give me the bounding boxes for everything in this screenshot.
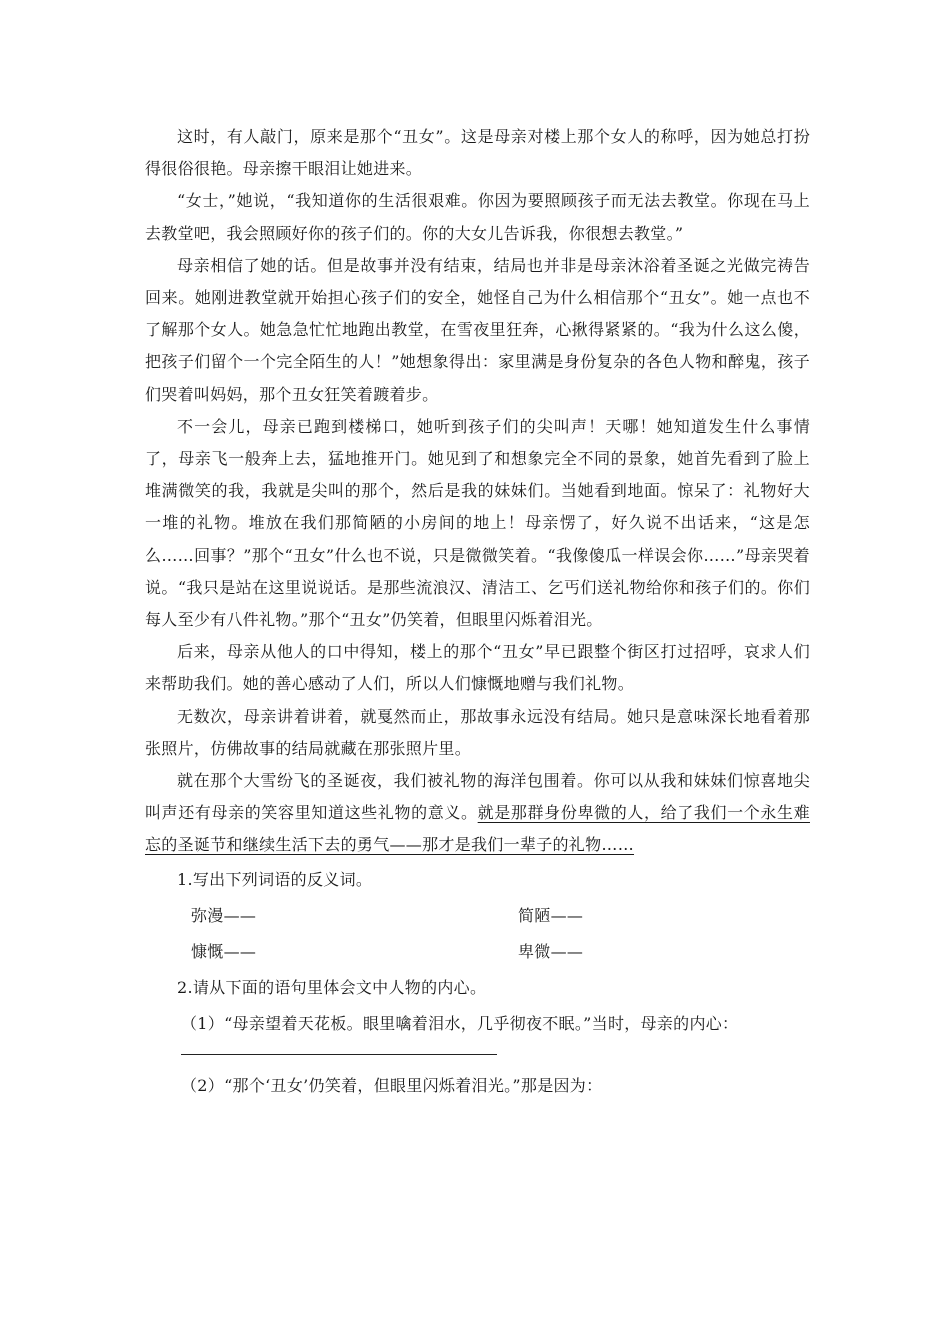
question-2-title: 2.请从下面的语句里体会文中人物的内心。 xyxy=(177,977,487,997)
paragraph: 无数次，母亲讲着讲着，就戛然而止，那故事永远没有结局。她只是意味深长地看着那张照片，仿佛故事的结局就藏在那张照片里。 xyxy=(145,706,810,758)
antonym-item: 弥漫—— xyxy=(191,905,257,925)
antonym-row xyxy=(145,898,810,934)
final-paragraph-text: 就在那个大雪纷飞的圣诞夜，我们被礼物的海洋包围着。你可以从我和妹妹们惊喜地尖叫声还有母亲的笑容里知道这些礼物的意义。 xyxy=(145,771,810,823)
question-1-title: 1.写出下列词语的反义词。 xyxy=(177,869,373,889)
antonym-row xyxy=(145,934,810,970)
answer-blank xyxy=(181,1054,497,1055)
paragraph: 不一会儿，母亲已跑到楼梯口，她听到孩子们的尖叫声！天哪！她知道发生什么事情了，母亲飞一般奔上去，猛地推开门。她见到了和想象完全不同的景象，她首先看到了脸上堆满微笑的我，我就是尖叫的那个，然后是我的妹妹们。当她看到地面。惊呆了：礼物好大一堆的礼物。堆放在我们那简陋的小房间的地上！母亲愣了，好久说不出话来，“这是怎么……回事？”那个“丑女”什么也不说，只是微微笑着。“我像傻瓜一样误会你……”母亲哭着说。“我只是站在这里说说话。是那些流浪汉、清洁工、乞丐们送礼物给你和孩子们的。你们每人至少有八件礼物。”那个“丑女”仍笑着，但眼里闪烁着泪光。 xyxy=(145,416,810,630)
paragraph: 母亲相信了她的话。但是故事并没有结束，结局也并非是母亲沐浴着圣诞之光做完祷告回来。她刚进教堂就开始担心孩子们的安全，她怪自己为什么相信那个“丑女”。她一点也不了解那个女人。她急急忙忙地跑出教堂，在雪夜里狂奔，心揪得紧紧的。“我为什么这么傻，把孩子们留个一个完全陌生的人！”她想象得出：家里满是身份复杂的各色人物和醉鬼，孩子们哭着叫妈妈，那个丑女狂笑着踱着步。 xyxy=(145,255,810,404)
paragraph: 这时，有人敲门，原来是那个“丑女”。这是母亲对楼上那个女人的称呼，因为她总打扮得很俗很艳。母亲擦干眼泪让她进来。 xyxy=(145,127,810,179)
answer-line xyxy=(145,1042,810,1068)
antonym-item: 慷慨—— xyxy=(191,941,257,961)
antonym-item: 卑微—— xyxy=(518,941,584,961)
antonym-item: 简陋—— xyxy=(518,905,584,925)
question-2-sub-2: （2）“那个‘丑女’仍笑着，但眼里闪烁着泪光。”那是因为： xyxy=(181,1075,603,1095)
underlined-sentence: 就是那群身份卑微的人，给了我们一个永生难忘的圣诞节和继续生活下去的勇气——那才是我们一辈子的礼物…… xyxy=(145,803,810,855)
final-paragraph xyxy=(145,765,810,862)
passage-text xyxy=(145,121,810,1104)
paragraph: 后来，母亲从他人的口中得知，楼上的那个“丑女”早已跟整个街区打过招呼，哀求人们来帮助我们。她的善心感动了人们，所以人们慷慨地赠与我们礼物。 xyxy=(145,642,810,694)
paragraph: “女士，”她说，“我知道你的生活很艰难。你因为要照顾孩子而无法去教堂。你现在马上去教堂吧，我会照顾好你的孩子们的。你的大女儿告诉我，你很想去教堂。” xyxy=(145,191,810,243)
question-2-sub-1: （1）“母亲望着天花板。眼里噙着泪水，几乎彻夜不眠。”当时，母亲的内心： xyxy=(181,1013,739,1033)
